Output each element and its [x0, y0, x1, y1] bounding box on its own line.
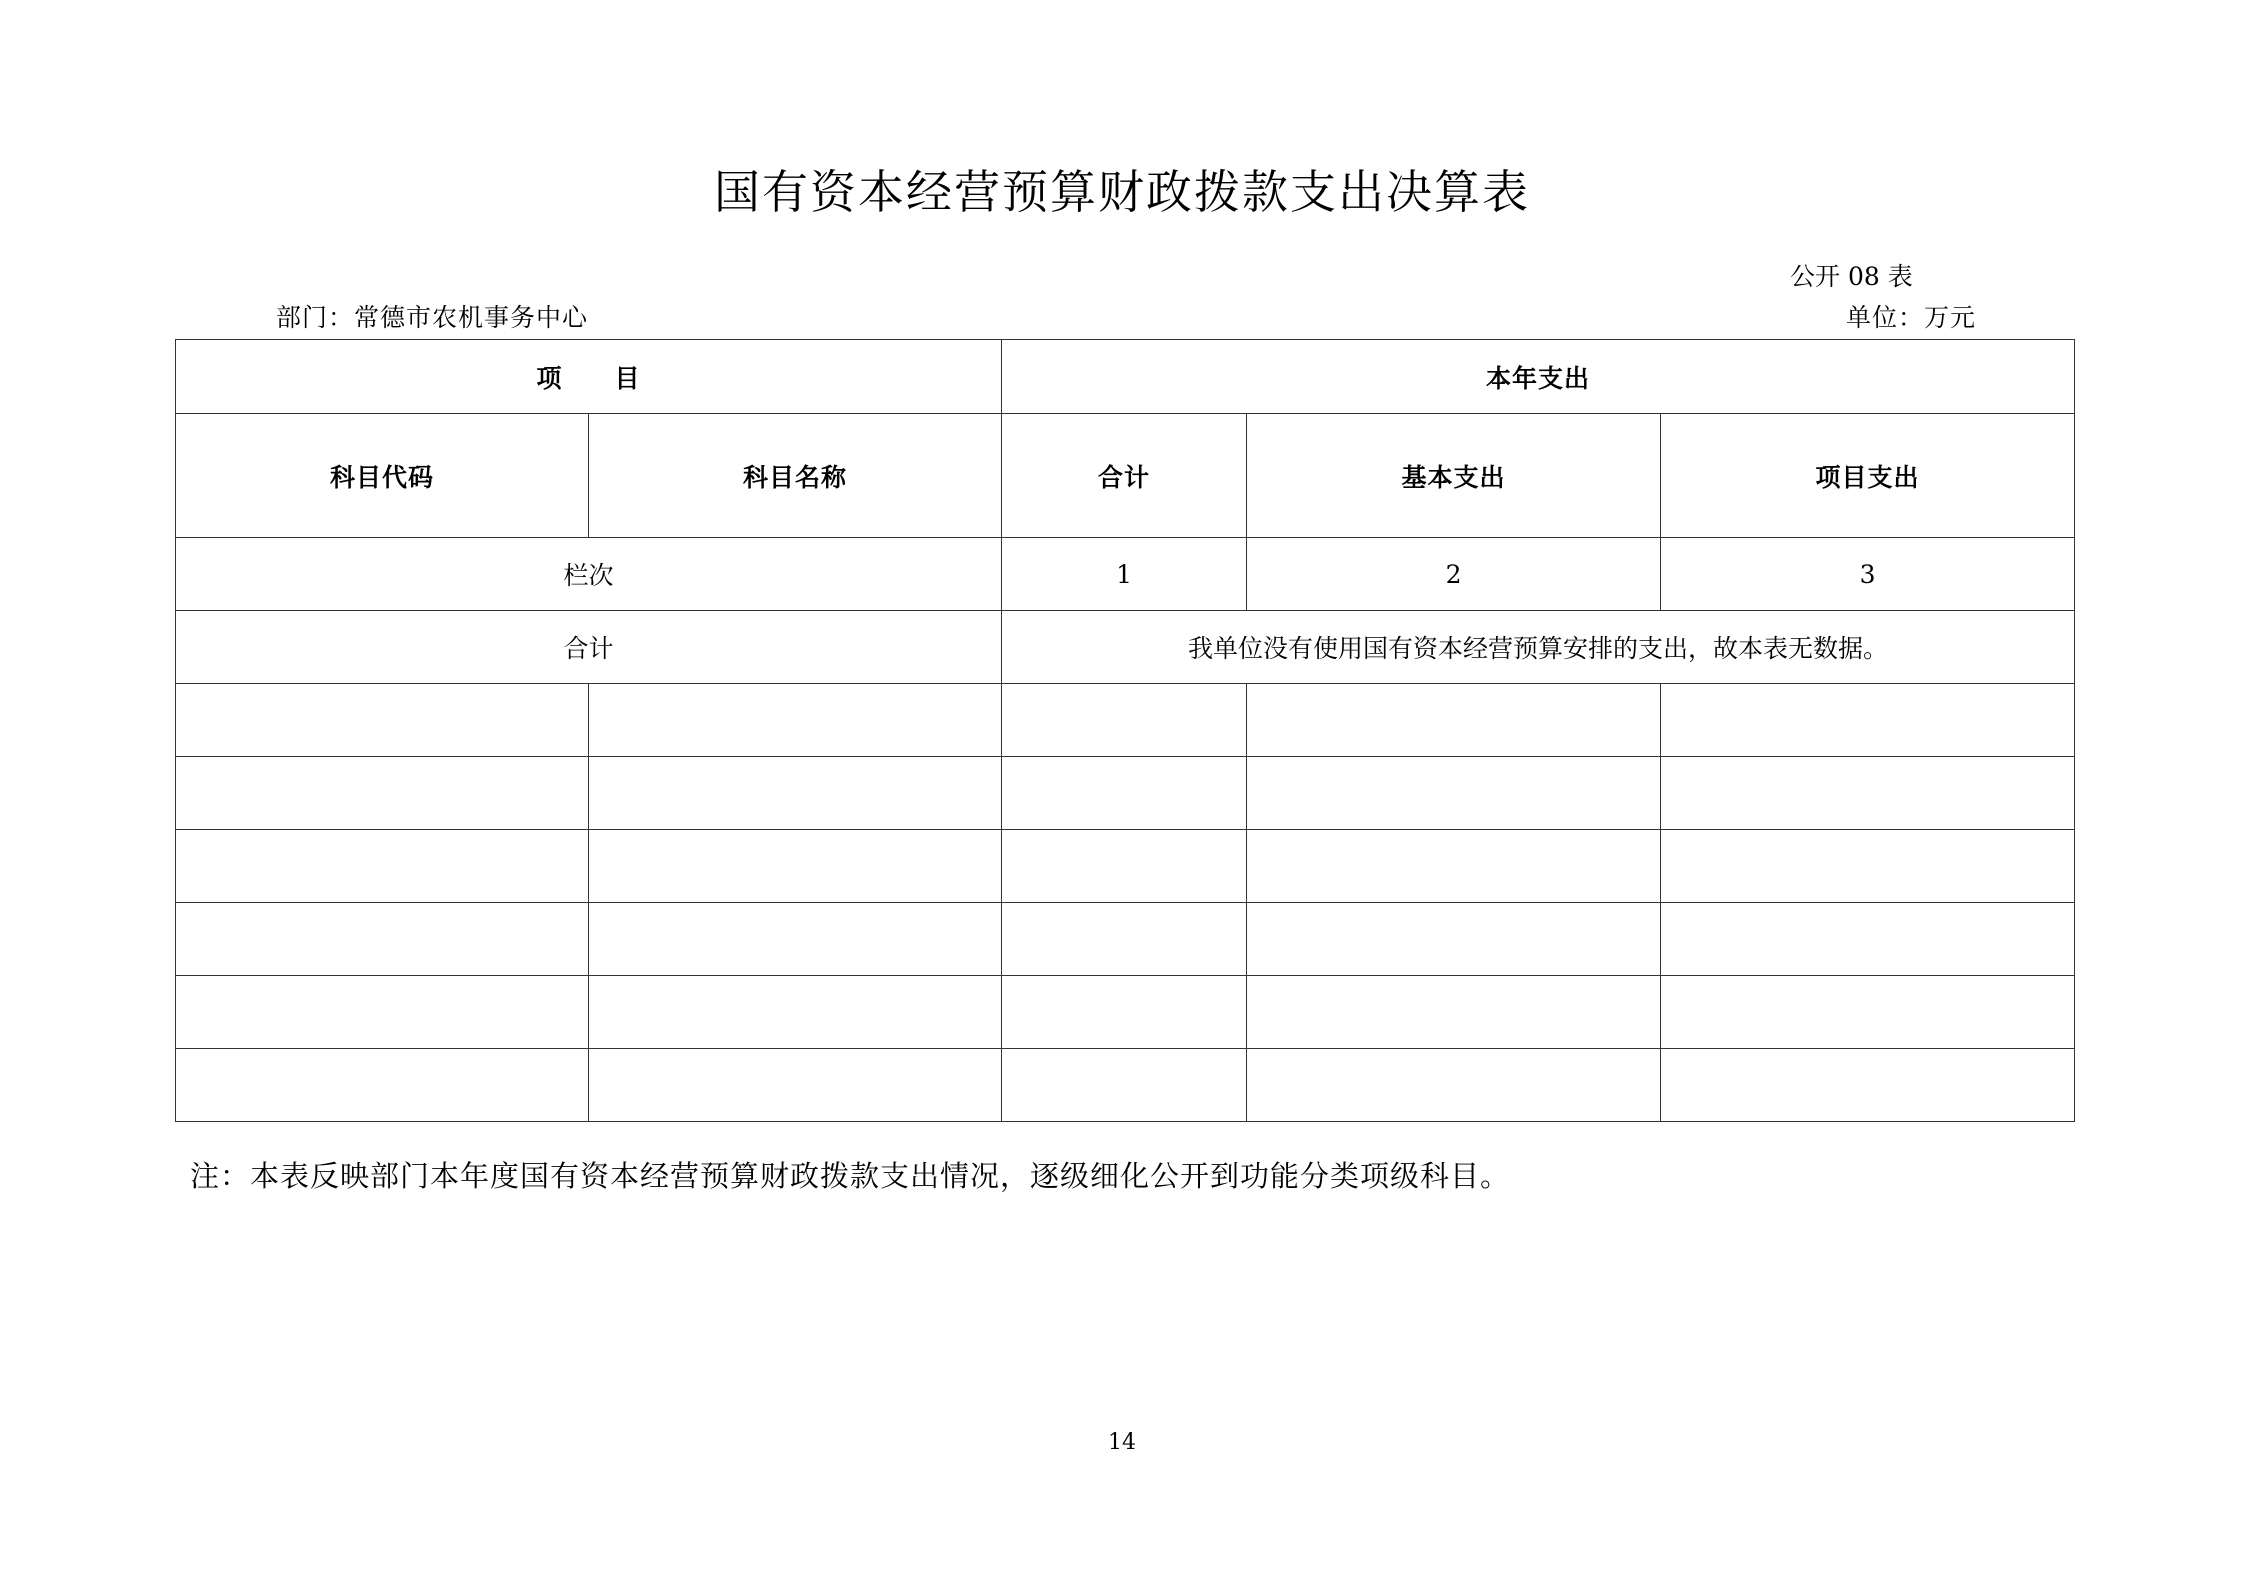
page-number: 14 [1108, 1430, 1136, 1455]
table-row [176, 976, 2075, 1049]
table-cell [1002, 684, 1247, 757]
table-cell [1247, 976, 1661, 1049]
col-header-name: 科目名称 [589, 414, 1002, 538]
table-row [176, 903, 2075, 976]
table-cell [1247, 1049, 1661, 1122]
table-row [176, 830, 2075, 903]
table-cell [1661, 684, 2075, 757]
table-cell [1002, 830, 1247, 903]
table-cell [176, 1049, 589, 1122]
table-cell [176, 684, 589, 757]
table-cell [589, 757, 1002, 830]
column-index-row [176, 538, 2075, 611]
table-row [176, 757, 2075, 830]
table-cell [1661, 1049, 2075, 1122]
page-title: 国有资本经营预算财政拨款支出决算表 [714, 165, 1530, 219]
table-cell [176, 903, 589, 976]
table-cell [1247, 684, 1661, 757]
col-header-basic: 基本支出 [1247, 414, 1661, 538]
footnote: 注：本表反映部门本年度国有资本经营预算财政拨款支出情况，逐级细化公开到功能分类项级科目。 [190, 1159, 1511, 1193]
table-cell [1247, 903, 1661, 976]
col-header-code: 科目代码 [176, 414, 589, 538]
table-cell [589, 830, 1002, 903]
table-header-row [176, 340, 2075, 414]
table-cell [1661, 903, 2075, 976]
table-subheader-row [176, 414, 2075, 538]
table-cell [1002, 903, 1247, 976]
table-cell [1661, 976, 2075, 1049]
header-current-year: 本年支出 [1002, 340, 2075, 414]
table-cell [1661, 830, 2075, 903]
col-header-project: 项目支出 [1661, 414, 2075, 538]
table-cell [1247, 757, 1661, 830]
column-index-basic: 2 [1247, 538, 1661, 611]
table-cell [1002, 976, 1247, 1049]
table-cell [589, 1049, 1002, 1122]
table-cell [589, 976, 1002, 1049]
column-index-total: 1 [1002, 538, 1247, 611]
table-cell [176, 830, 589, 903]
col-header-total: 合计 [1002, 414, 1247, 538]
table-cell [589, 684, 1002, 757]
table-row [176, 1049, 2075, 1122]
form-number: 公开 08 表 [1790, 262, 1913, 291]
table-cell [1661, 757, 2075, 830]
table-row [176, 684, 2075, 757]
table-cell [176, 757, 589, 830]
table-cell [1002, 1049, 1247, 1122]
column-index-label: 栏次 [176, 538, 1002, 611]
header-item: 项 目 [176, 340, 1002, 414]
column-index-project: 3 [1661, 538, 2075, 611]
department-label: 部门：常德市农机事务中心 [276, 303, 589, 332]
table-cell [589, 903, 1002, 976]
total-row-label: 合计 [176, 611, 1002, 684]
table-cell [176, 976, 589, 1049]
table-cell [1002, 757, 1247, 830]
expenditure-table [175, 339, 2075, 1122]
unit-label: 单位：万元 [1846, 303, 1977, 332]
no-data-message: 我单位没有使用国有资本经营预算安排的支出，故本表无数据。 [1002, 611, 2075, 684]
table-cell [1247, 830, 1661, 903]
total-row [176, 611, 2075, 684]
